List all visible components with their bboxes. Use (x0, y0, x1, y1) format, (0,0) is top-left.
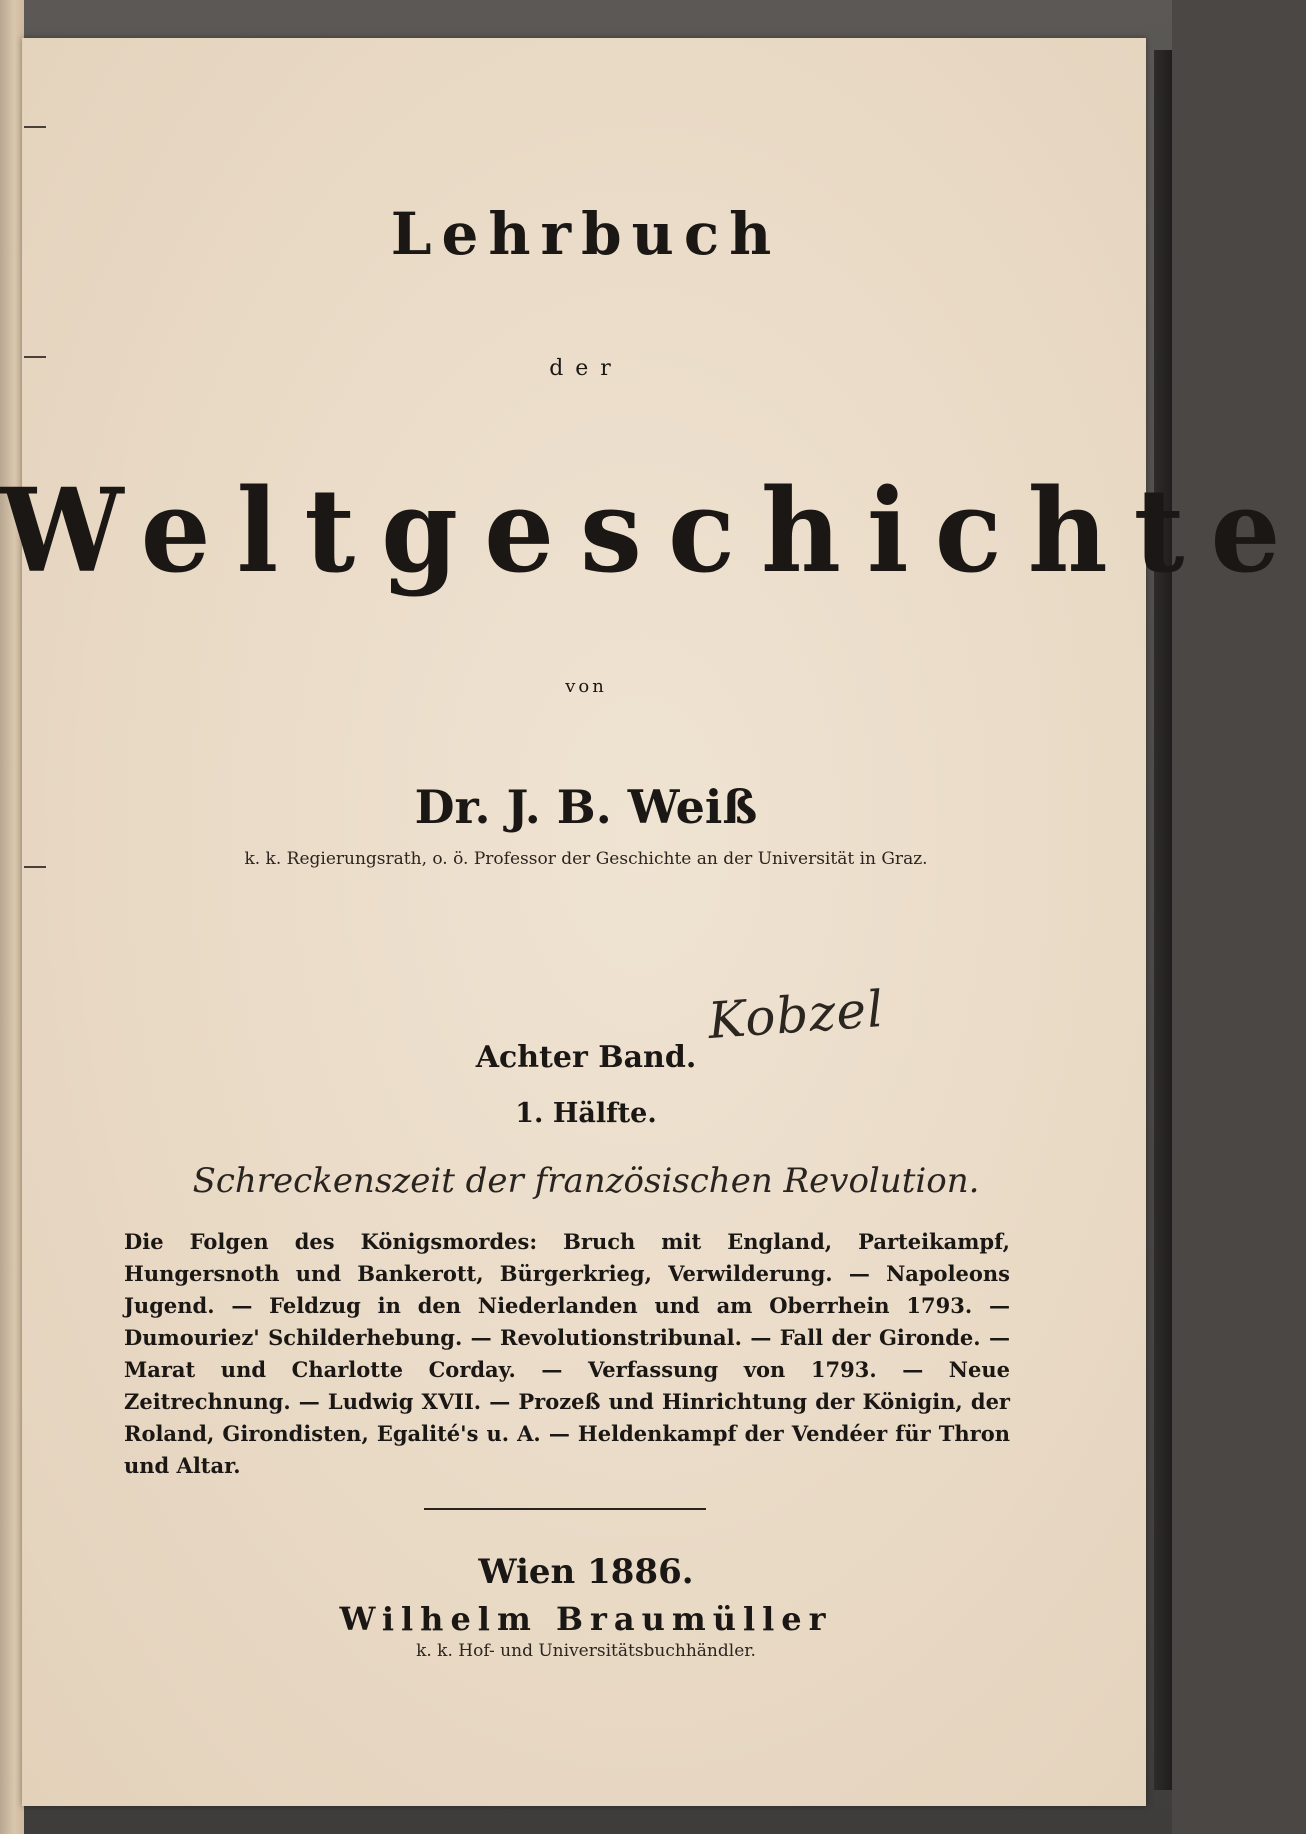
volume-label: Achter Band. (475, 1040, 697, 1075)
imprint-city-year: Wien 1886. (478, 1552, 694, 1592)
divider-rule (424, 1508, 706, 1510)
margin-tick (24, 126, 46, 128)
handwritten-signature: Kobzel (706, 979, 886, 1051)
contents-summary: Die Folgen des Königsmordes: Bruch mit England, Parteikampf, Hungersnoth und Bankerott, Bürgerkrieg, Verwilderung. — Napoleons Jugend. — Feldzug in den Niederlanden und am Oberrhein 1793. — Dumouriez' Schilderhebung. — Revolutionstribunal. — Fall der Gironde. — Marat und Charlotte Corday. — Verfassung von 1793. — Neue Zeitrechnung. — Ludwig XVII. — Prozeß und Hinrichtung der Königin, der Roland, Girondisten, Egalité's u. A. — Heldenkampf der Vendéer für Thron und Altar. (124, 1229, 1010, 1478)
author-title: k. k. Regierungsrath, o. ö. Professor der Geschichte an der Universität in Graz. (244, 849, 928, 869)
title-line-von: von (565, 676, 607, 697)
title-line-weltgeschichte: Weltgeschichte (0, 462, 1306, 599)
page-fore-edge (1154, 50, 1172, 1790)
half-volume-label: 1. Hälfte. (515, 1098, 657, 1129)
author-name: Dr. J. B. Weiß (414, 780, 758, 834)
title-line-lehrbuch: Lehrbuch (390, 200, 782, 268)
publisher-name: Wilhelm Braumüller (339, 1600, 833, 1638)
publisher-title: k. k. Hof- und Universitätsbuchhändler. (416, 1641, 756, 1661)
title-page (22, 38, 1146, 1806)
title-line-der: der (549, 356, 623, 381)
volume-subtitle: Schreckenszeit der französischen Revolution. (192, 1161, 980, 1201)
